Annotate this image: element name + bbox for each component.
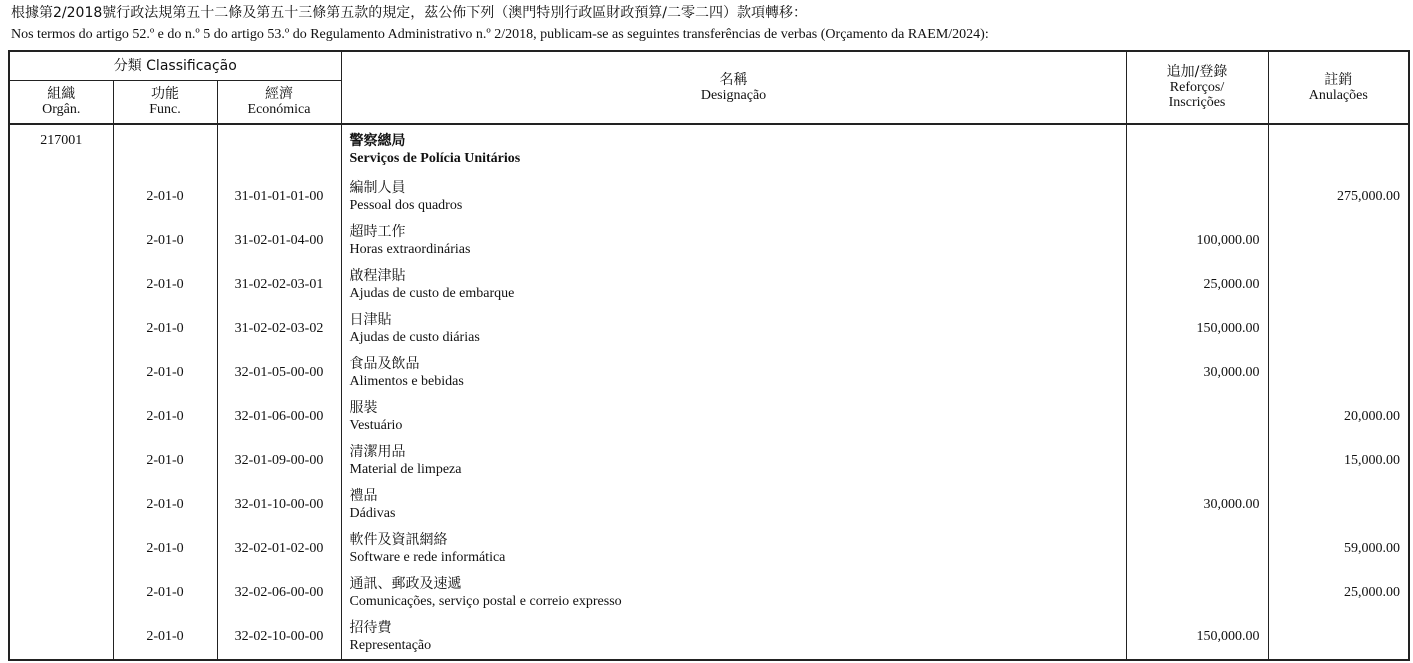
row-name-pt: Pessoal dos quadros bbox=[349, 198, 463, 213]
row-name bbox=[341, 439, 1126, 483]
row-anulacoes bbox=[1268, 219, 1409, 263]
row-eco: 31-02-02-03-01 bbox=[217, 263, 341, 307]
row-func: 2-01-0 bbox=[113, 571, 217, 615]
row-eco: 32-01-05-00-00 bbox=[217, 351, 341, 395]
organ-name-zh: 警察總局 bbox=[349, 133, 406, 149]
table-row bbox=[9, 263, 1409, 307]
row-name-pt: Software e rede informática bbox=[349, 550, 506, 565]
row-name-pt: Horas extraordinárias bbox=[349, 242, 471, 257]
row-name bbox=[341, 571, 1126, 615]
row-reforcos: 25,000.00 bbox=[1126, 263, 1268, 307]
row-name bbox=[341, 263, 1126, 307]
row-name-pt: Vestuário bbox=[349, 418, 403, 433]
reforcos-header-pt1: Reforços/ bbox=[1169, 80, 1225, 95]
row-eco: 32-01-09-00-00 bbox=[217, 439, 341, 483]
reforcos-header-zh: 追加/登錄 bbox=[1166, 64, 1228, 80]
row-name-zh: 編制人員 bbox=[349, 180, 406, 196]
row-eco: 32-02-10-00-00 bbox=[217, 615, 341, 660]
eco-header-zh: 經濟 bbox=[265, 86, 293, 102]
organ-header bbox=[9, 81, 113, 125]
table-row bbox=[9, 527, 1409, 571]
row-eco: 31-02-02-03-02 bbox=[217, 307, 341, 351]
row-organ-empty bbox=[9, 175, 113, 219]
anulacoes-header-pt: Anulações bbox=[1308, 87, 1368, 103]
row-reforcos: 150,000.00 bbox=[1126, 615, 1268, 660]
table-row bbox=[9, 395, 1409, 439]
row-name bbox=[341, 527, 1126, 571]
row-organ-empty bbox=[9, 351, 113, 395]
row-func: 2-01-0 bbox=[113, 439, 217, 483]
row-reforcos bbox=[1126, 395, 1268, 439]
organ-name bbox=[341, 124, 1126, 175]
row-anulacoes bbox=[1268, 307, 1409, 351]
row-anulacoes bbox=[1268, 351, 1409, 395]
organ-code: 217001 bbox=[9, 124, 113, 175]
row-anulacoes bbox=[1268, 483, 1409, 527]
row-name-zh: 通訊、郵政及速遞 bbox=[349, 576, 462, 592]
reforcos-header bbox=[1126, 51, 1268, 124]
row-func: 2-01-0 bbox=[113, 175, 217, 219]
organ-row bbox=[9, 124, 1409, 175]
table-row bbox=[9, 615, 1409, 660]
row-func: 2-01-0 bbox=[113, 307, 217, 351]
row-func: 2-01-0 bbox=[113, 351, 217, 395]
row-anulacoes: 59,000.00 bbox=[1268, 527, 1409, 571]
designation-header-pt: Designação bbox=[700, 87, 767, 103]
row-name-pt: Dádivas bbox=[349, 506, 396, 521]
row-name bbox=[341, 483, 1126, 527]
intro-portuguese: Nos termos do artigo 52.º e do n.º 5 do artigo 53.º do Regulamento Administrativo n.º 2/2018, publicam-se as seguintes transferências de verbas (Orçamento da RAEM/2024): bbox=[11, 27, 989, 42]
designation-header-zh: 名稱 bbox=[719, 71, 748, 88]
organ-func-empty bbox=[113, 124, 217, 175]
table-row bbox=[9, 307, 1409, 351]
row-func: 2-01-0 bbox=[113, 483, 217, 527]
row-reforcos: 150,000.00 bbox=[1126, 307, 1268, 351]
row-reforcos bbox=[1126, 175, 1268, 219]
row-reforcos: 30,000.00 bbox=[1126, 483, 1268, 527]
row-eco: 32-01-06-00-00 bbox=[217, 395, 341, 439]
table-row bbox=[9, 219, 1409, 263]
table-row bbox=[9, 439, 1409, 483]
table-row bbox=[9, 483, 1409, 527]
row-anulacoes: 15,000.00 bbox=[1268, 439, 1409, 483]
organ-name-pt: Serviços de Polícia Unitários bbox=[349, 151, 521, 166]
row-reforcos bbox=[1126, 527, 1268, 571]
row-organ-empty bbox=[9, 615, 113, 660]
row-reforcos bbox=[1126, 571, 1268, 615]
row-eco: 32-01-10-00-00 bbox=[217, 483, 341, 527]
classification-header: 分類 Classificação bbox=[9, 51, 341, 81]
row-name-pt: Representação bbox=[349, 638, 432, 653]
func-header-pt: Func. bbox=[149, 102, 181, 117]
row-name-zh: 食品及飲品 bbox=[349, 356, 420, 372]
row-eco: 32-02-01-02-00 bbox=[217, 527, 341, 571]
func-header bbox=[113, 81, 217, 125]
row-name-pt: Alimentos e bebidas bbox=[349, 374, 464, 389]
row-name bbox=[341, 351, 1126, 395]
table-row bbox=[9, 175, 1409, 219]
reforcos-header-pt2: Inscrições bbox=[1168, 95, 1226, 110]
row-name-pt: Material de limpeza bbox=[349, 462, 462, 477]
row-name-zh: 軟件及資訊網絡 bbox=[349, 532, 448, 548]
eco-header bbox=[217, 81, 341, 125]
row-func: 2-01-0 bbox=[113, 263, 217, 307]
organ-eco-empty bbox=[217, 124, 341, 175]
table-row bbox=[9, 571, 1409, 615]
eco-header-pt: Económica bbox=[247, 102, 311, 117]
row-anulacoes: 275,000.00 bbox=[1268, 175, 1409, 219]
transfer-table bbox=[8, 50, 1410, 661]
row-func: 2-01-0 bbox=[113, 615, 217, 660]
row-name-pt: Ajudas de custo de embarque bbox=[349, 286, 515, 301]
anulacoes-header bbox=[1268, 51, 1409, 124]
row-anulacoes bbox=[1268, 615, 1409, 660]
row-name-zh: 超時工作 bbox=[349, 224, 406, 240]
row-name-zh: 日津貼 bbox=[349, 312, 392, 328]
row-organ-empty bbox=[9, 219, 113, 263]
row-organ-empty bbox=[9, 395, 113, 439]
organ-header-pt: Orgân. bbox=[42, 102, 81, 117]
row-eco: 32-02-06-00-00 bbox=[217, 571, 341, 615]
row-anulacoes bbox=[1268, 263, 1409, 307]
row-name bbox=[341, 307, 1126, 351]
row-name-zh: 禮品 bbox=[349, 488, 378, 504]
row-name bbox=[341, 395, 1126, 439]
row-name-zh: 啟程津貼 bbox=[349, 268, 406, 284]
row-name-zh: 清潔用品 bbox=[349, 444, 406, 460]
func-header-zh: 功能 bbox=[151, 86, 179, 102]
row-name bbox=[341, 615, 1126, 660]
organ-header-zh: 組織 bbox=[47, 86, 76, 102]
row-name-zh: 招待費 bbox=[349, 620, 392, 636]
row-name-zh: 服裝 bbox=[349, 400, 378, 416]
organ-reforcos-empty bbox=[1126, 124, 1268, 175]
row-func: 2-01-0 bbox=[113, 219, 217, 263]
anulacoes-header-zh: 註銷 bbox=[1324, 71, 1353, 88]
row-organ-empty bbox=[9, 483, 113, 527]
row-organ-empty bbox=[9, 571, 113, 615]
row-eco: 31-02-01-04-00 bbox=[217, 219, 341, 263]
row-organ-empty bbox=[9, 263, 113, 307]
row-anulacoes: 25,000.00 bbox=[1268, 571, 1409, 615]
row-func: 2-01-0 bbox=[113, 527, 217, 571]
row-organ-empty bbox=[9, 439, 113, 483]
row-organ-empty bbox=[9, 527, 113, 571]
intro-chinese: 根據第2/2018號行政法規第五十二條及第五十三條第五款的規定，茲公佈下列（澳門特別行政區財政預算/二零二四）款項轉移： bbox=[11, 5, 807, 21]
row-eco: 31-01-01-01-00 bbox=[217, 175, 341, 219]
row-reforcos bbox=[1126, 439, 1268, 483]
row-name-pt: Comunicações, serviço postal e correio expresso bbox=[349, 594, 622, 609]
row-organ-empty bbox=[9, 307, 113, 351]
organ-anulacoes-empty bbox=[1268, 124, 1409, 175]
row-anulacoes: 20,000.00 bbox=[1268, 395, 1409, 439]
row-func: 2-01-0 bbox=[113, 395, 217, 439]
row-reforcos: 100,000.00 bbox=[1126, 219, 1268, 263]
row-name-pt: Ajudas de custo diárias bbox=[349, 330, 480, 345]
row-reforcos: 30,000.00 bbox=[1126, 351, 1268, 395]
table-row bbox=[9, 351, 1409, 395]
row-name bbox=[341, 219, 1126, 263]
designation-header bbox=[341, 51, 1126, 124]
row-name bbox=[341, 175, 1126, 219]
